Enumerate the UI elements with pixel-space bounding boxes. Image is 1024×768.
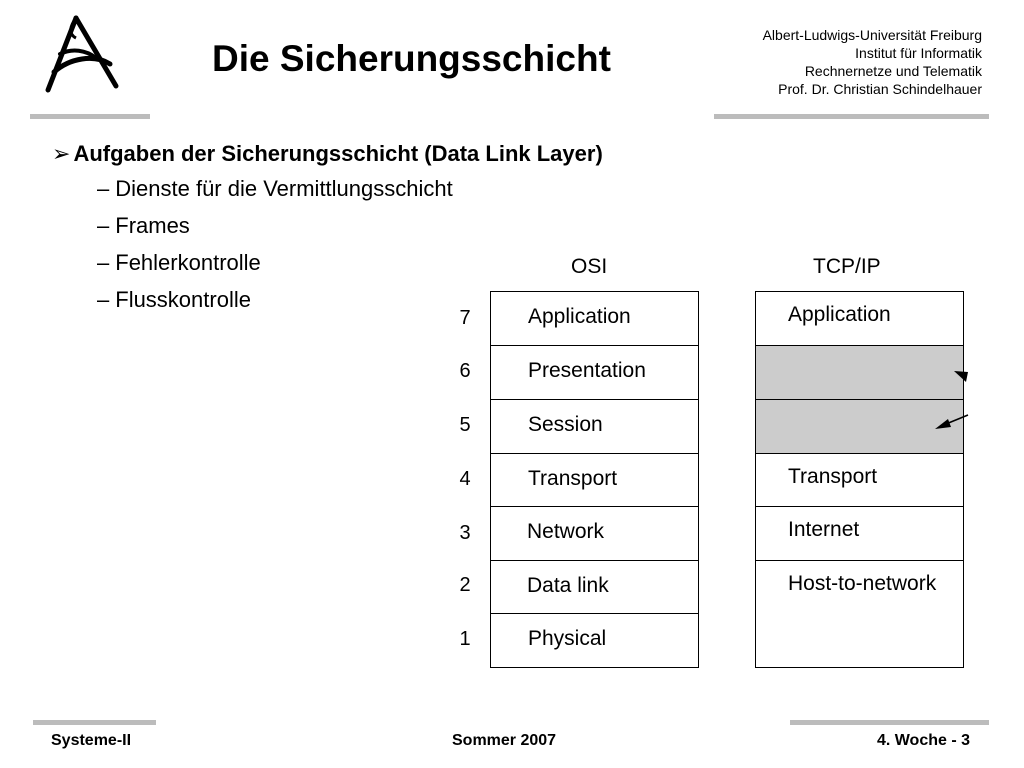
- tcpip-layer: Application: [756, 292, 963, 346]
- list-item: – Frames: [97, 213, 190, 238]
- institute-name: Institut für Informatik: [855, 45, 982, 61]
- layer-number: 5: [459, 414, 471, 436]
- layer-number: 3: [459, 522, 471, 544]
- osi-layer: Application: [491, 292, 698, 346]
- footer-rule-left: [33, 720, 156, 725]
- page-title: Die Sicherungsschicht: [212, 38, 611, 79]
- arrowhead-icon: [954, 371, 968, 382]
- university-seal-icon: [40, 14, 124, 94]
- bullet-heading: [52, 141, 603, 167]
- arrowhead-icon: [935, 419, 951, 429]
- layer-number: 6: [459, 360, 471, 382]
- layer-number: 4: [459, 468, 471, 490]
- institution-block: [763, 26, 982, 98]
- header-rule-right: [714, 114, 989, 119]
- layer-number: 2: [459, 574, 471, 596]
- tcpip-layer: Host-to-network: [788, 572, 937, 595]
- list-item: – Flusskontrolle: [97, 287, 251, 312]
- pointer-arrows: [440, 248, 1000, 678]
- arrowhead-bullet-icon: ➢: [52, 141, 71, 166]
- header-rule-left: [30, 114, 150, 119]
- professor-name: Prof. Dr. Christian Schindelhauer: [778, 81, 982, 97]
- tcpip-title: TCP/IP: [813, 255, 881, 278]
- osi-layer: Physical: [528, 627, 607, 650]
- university-name: Albert-Ludwigs-Universität Freiburg: [762, 27, 982, 43]
- tcpip-layer: Transport: [756, 454, 963, 507]
- department-name: Rechnernetze und Telematik: [804, 63, 982, 79]
- layer-number: 1: [459, 628, 471, 650]
- list-item: – Fehlerkontrolle: [97, 250, 261, 275]
- osi-title: OSI: [571, 255, 608, 278]
- heading-text: Aufgaben der Sicherungsschicht (Data Link Layer): [73, 141, 603, 166]
- footer-course: Systeme-II: [51, 732, 132, 749]
- tcpip-layer: Internet: [756, 507, 963, 561]
- osi-tcpip-diagram: [440, 248, 1000, 678]
- osi-layer: Transport: [491, 454, 698, 507]
- footer-page: 4. Woche - 3: [876, 732, 970, 749]
- footer-semester: Sommer 2007: [452, 732, 557, 749]
- osi-layer: Network: [491, 507, 698, 561]
- layer-number: 7: [459, 307, 471, 329]
- list-item: – Dienste für die Vermittlungsschicht: [97, 176, 453, 201]
- osi-layer: Presentation: [491, 346, 698, 400]
- footer-rule-right: [790, 720, 989, 725]
- osi-layer: Data link: [491, 561, 698, 614]
- osi-layer: Session: [491, 400, 698, 454]
